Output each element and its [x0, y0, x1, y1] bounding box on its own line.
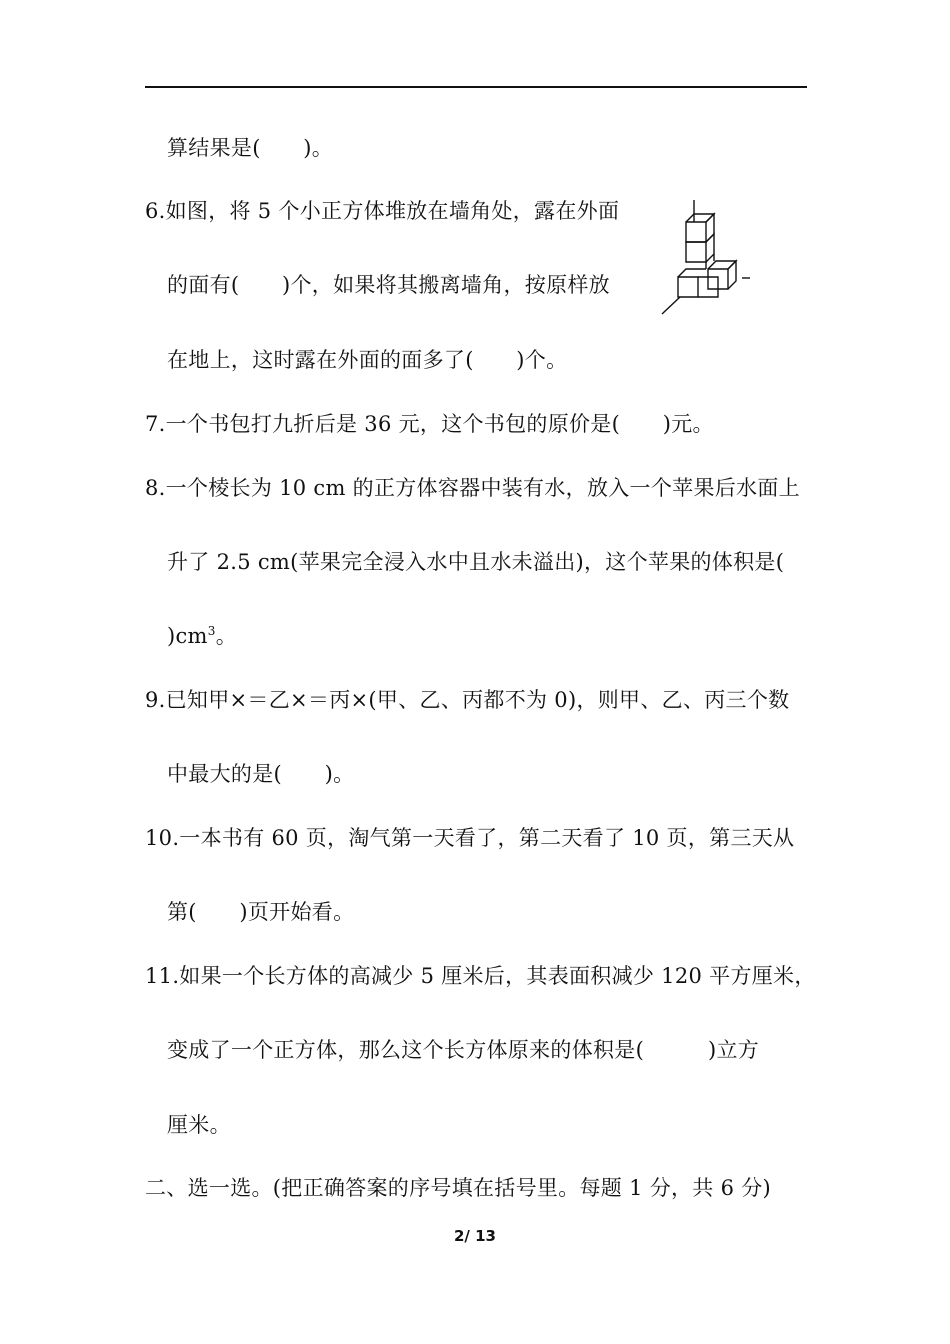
cube-mid-side: [706, 234, 714, 262]
header-rule: [145, 86, 807, 88]
cube-mid-front: [686, 242, 706, 262]
page-number: 2/ 13: [453, 1227, 496, 1245]
floor-edge-line: [662, 297, 680, 314]
question-5-continuation: 算结果是( )。: [167, 136, 334, 160]
question-8-line-2: 升了 2.5 cm(苹果完全浸入水中且水未溢出)，这个苹果的体积是(: [167, 550, 785, 574]
cube-stack-figure: [656, 200, 756, 318]
question-9-line-2: 中最大的是( )。: [167, 762, 355, 786]
section-2-heading: 二、选一选。(把正确答案的序号填在括号里。每题 1 分，共 6 分): [145, 1176, 772, 1200]
cube-right-side: [728, 261, 736, 289]
question-6-line-2: 的面有( )个，如果将其搬离墙角，按原样放: [167, 273, 610, 297]
question-10-line-1: 10.一本书有 60 页，淘气第一天看了，第二天看了 10 页，第三天从: [145, 826, 795, 850]
question-11-line-3: 厘米。: [167, 1113, 231, 1137]
question-7: 7.一个书包打九折后是 36 元，这个书包的原价是( )元。: [145, 412, 714, 436]
cube-top-front: [686, 222, 706, 242]
question-6-line-1: 6.如图，将 5 个小正方体堆放在墙角处，露在外面: [145, 199, 620, 223]
cube-left-front: [678, 277, 698, 297]
question-8-line-1: 8.一个棱长为 10 cm 的正方体容器中装有水，放入一个苹果后水面上: [145, 476, 800, 500]
question-6-line-3: 在地上，这时露在外面的面多了( )个。: [167, 348, 568, 372]
question-10-line-2: 第( )页开始看。: [167, 900, 355, 924]
question-8-line-3: [167, 622, 237, 650]
unit-text: )cm: [167, 624, 208, 648]
question-11-line-1: 11.如果一个长方体的高减少 5 厘米后，其表面积减少 120 平方厘米，: [145, 964, 816, 988]
question-9-line-1: 9.已知甲×＝乙×＝丙×(甲、乙、丙都不为 0)，则甲、乙、丙三个数: [145, 688, 790, 712]
cube-left-top: [678, 269, 706, 277]
unit-exponent: 3: [207, 624, 216, 638]
question-11-line-2: 变成了一个正方体，那么这个长方体原来的体积是( )立方: [167, 1038, 760, 1062]
unit-suffix: 。: [215, 624, 238, 648]
